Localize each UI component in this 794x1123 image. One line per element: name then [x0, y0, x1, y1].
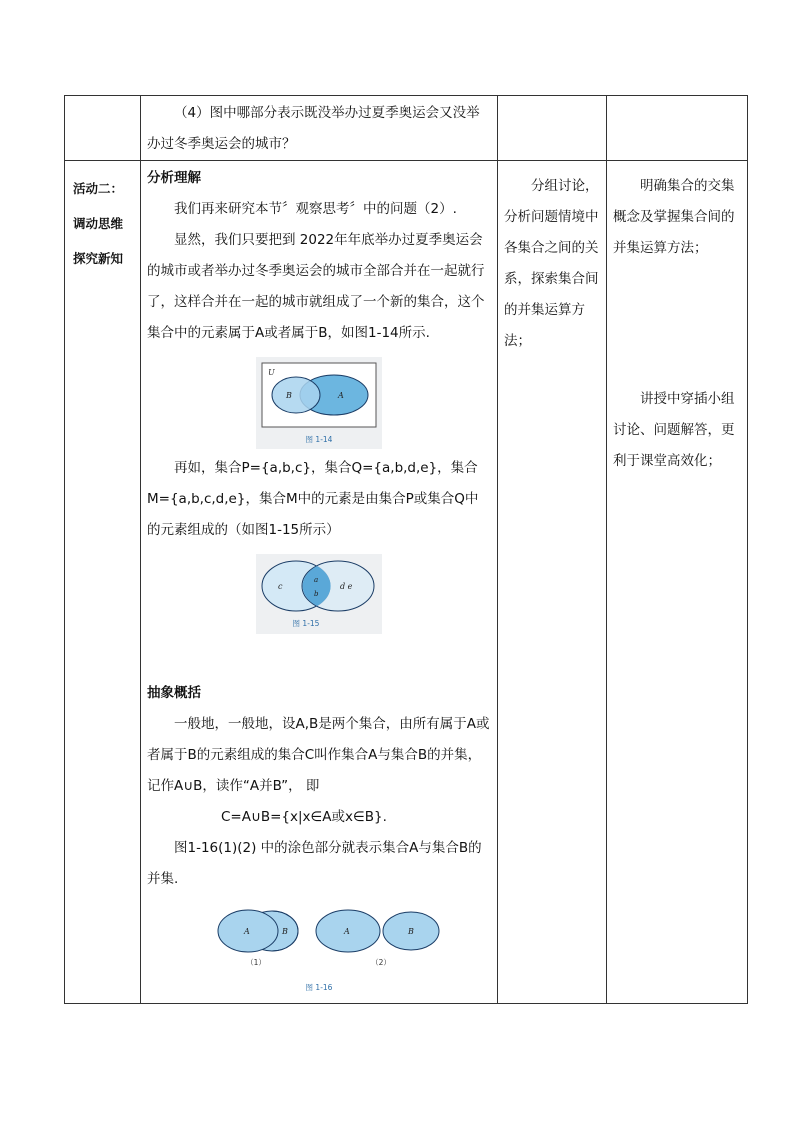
- set-b-ellipse: [272, 377, 320, 413]
- cell-content: [141, 161, 498, 1004]
- paragraph: 显然，我们只要把到 2022年年底举办过夏季奥运会的城市或者举办过冬季奥运会的城市全部合并在一起就行了，这样合并在一起的城市就组成了一个新的集合，这个集合中的元素属于A或者属于B，如图1-14所示.: [147, 232, 485, 341]
- cell-student: [498, 161, 607, 1004]
- subfigure-label: （1）: [246, 958, 266, 967]
- union-formula: C=A∪B={x|x∈A或x∈B}.: [221, 809, 387, 825]
- activity-line: 调动思维: [73, 216, 124, 231]
- set-b-label: B: [282, 927, 288, 936]
- section-heading: 抽象概括: [147, 685, 201, 701]
- figure-caption: 图 1-15: [292, 619, 320, 628]
- element-label: a: [314, 576, 319, 584]
- activity-line: 活动二：: [73, 181, 124, 196]
- cell-content: [141, 96, 498, 161]
- paragraph: 再如，集合P={a,b,c}，集合Q={a,b,d,e}，集合M={a,b,c,d,e}，集合M中的元素是由集合P或集合Q中的元素组成的（如图1-15所示）: [147, 460, 479, 538]
- lesson-plan-table: [64, 95, 748, 1004]
- cell-purpose-empty: [607, 96, 748, 161]
- cell-activity-empty: [65, 96, 141, 161]
- element-label: d e: [340, 582, 353, 591]
- venn-diagram-1-16: [194, 903, 444, 999]
- figure-1-15: [147, 546, 491, 638]
- spacer: [147, 638, 491, 678]
- universe-label: U: [268, 368, 275, 377]
- element-label: c: [278, 582, 283, 591]
- question-4: （4）图中哪部分表示既没举办过夏季奥运会又没举办过冬季奥运会的城市？: [147, 105, 480, 152]
- venn-diagram-1-14: [256, 357, 382, 449]
- set-a-label: A: [244, 927, 250, 936]
- paragraph: 一般地，一般地，设A,B是两个集合，由所有属于A或者属于B的元素组成的集合C叫作集合A与集合B的并集，记作A∪B，读作“A并B”， 即: [147, 716, 490, 794]
- activity-line: 探究新知: [73, 251, 124, 266]
- cell-activity: [65, 161, 141, 1004]
- venn-diagram-1-15: [256, 554, 382, 634]
- paragraph: 图1-16(1)(2) 中的涂色部分就表示集合A与集合B的并集.: [147, 840, 482, 887]
- design-purpose: 讲授中穿插小组讨论、问题解答，更利于课堂高效化；: [613, 391, 735, 469]
- spacer: [613, 264, 741, 384]
- figure-1-14: [147, 349, 491, 453]
- figure-caption: 图 1-14: [305, 435, 333, 444]
- cell-purpose: [607, 161, 748, 1004]
- figure-caption: 图 1-16: [305, 983, 333, 992]
- table-row: [65, 96, 748, 161]
- cell-student-empty: [498, 96, 607, 161]
- paragraph: 我们再来研究本节〞观察思考〞中的问题（2）.: [174, 201, 457, 217]
- set-a-label: A: [344, 927, 350, 936]
- element-label: b: [314, 590, 319, 598]
- table-row: [65, 161, 748, 1004]
- section-heading: 分析理解: [147, 170, 201, 186]
- subfigure-label: （2）: [371, 958, 391, 967]
- set-a-label: A: [338, 391, 344, 400]
- figure-1-16: [147, 895, 491, 1003]
- design-purpose: 明确集合的交集概念及掌握集合间的并集运算方法；: [613, 178, 735, 256]
- set-b-label: B: [408, 927, 414, 936]
- set-b-label: B: [286, 391, 292, 400]
- student-activity: 分组讨论，分析问题情境中各集合之间的关系，探索集合间的并集运算方法；: [504, 178, 599, 349]
